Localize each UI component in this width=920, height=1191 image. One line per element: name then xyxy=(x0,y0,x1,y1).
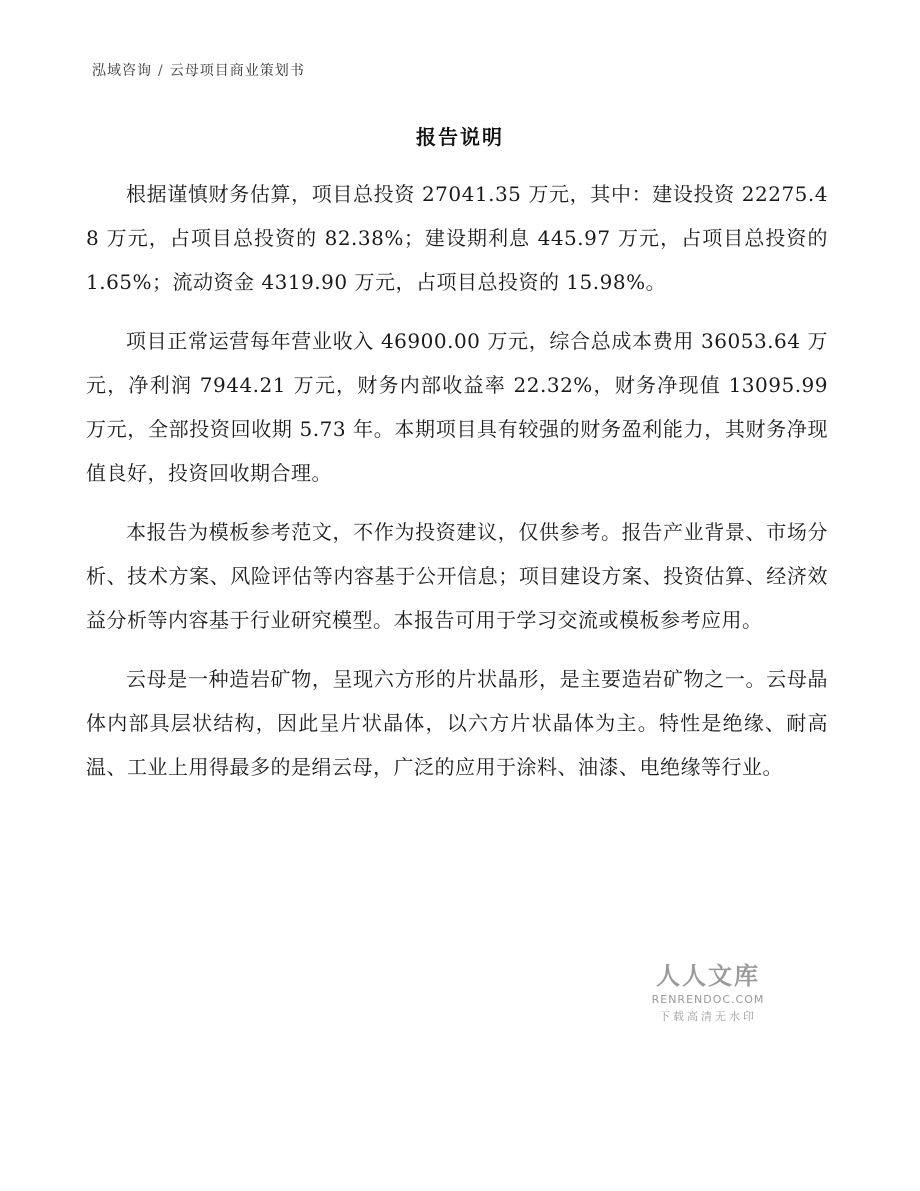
watermark-main: 人人文库 xyxy=(656,962,760,990)
paragraph-mica: 云母是一种造岩矿物，呈现六方形的片状晶形，是主要造岩矿物之一。云母晶体内部具层状结构，因此呈片状晶体，以六方片状晶体为主。特性是绝缘、耐高温、工业上用得最多的是绢云母，广泛的应用于涂料、油漆、电绝缘等行业。 xyxy=(86,667,828,779)
watermark-logo xyxy=(640,956,776,1024)
paragraph-disclaimer: 本报告为模板参考范文，不作为投资建议，仅供参考。报告产业背景、市场分析、技术方案、风险评估等内容基于公开信息；项目建设方案、投资估算、经济效益分析等内容基于行业研究模型。本报告可用于学习交流或模板参考应用。 xyxy=(86,520,828,632)
breadcrumb-company: 泓域咨询 xyxy=(92,63,152,79)
breadcrumb xyxy=(92,60,305,80)
watermark-sub: 下载高清无水印 xyxy=(659,1010,757,1023)
breadcrumb-document: 云母项目商业策划书 xyxy=(169,63,305,79)
page-title: 报告说明 xyxy=(416,125,504,149)
watermark-url: RENRENDOC.COM xyxy=(651,993,765,1006)
paragraph-investment: 根据谨慎财务估算，项目总投资 27041.35 万元，其中：建设投资 22275.48 万元，占项目总投资的 82.38%；建设期利息 445.97 万元，占项目总投资的 1.65%；流动资金 4319.90 万元，占项目总投资的 15.98%。 xyxy=(86,182,828,294)
report-body xyxy=(86,172,828,804)
breadcrumb-separator: / xyxy=(158,63,164,79)
paragraph-revenue: 项目正常运营每年营业收入 46900.00 万元，综合总成本费用 36053.64 万元，净利润 7944.21 万元，财务内部收益率 22.32%，财务净现值 13095.99 万元，全部投资回收期 5.73 年。本期项目具有较强的财务盈利能力，其财务净现值良好，投资回收期合理。 xyxy=(86,329,828,485)
